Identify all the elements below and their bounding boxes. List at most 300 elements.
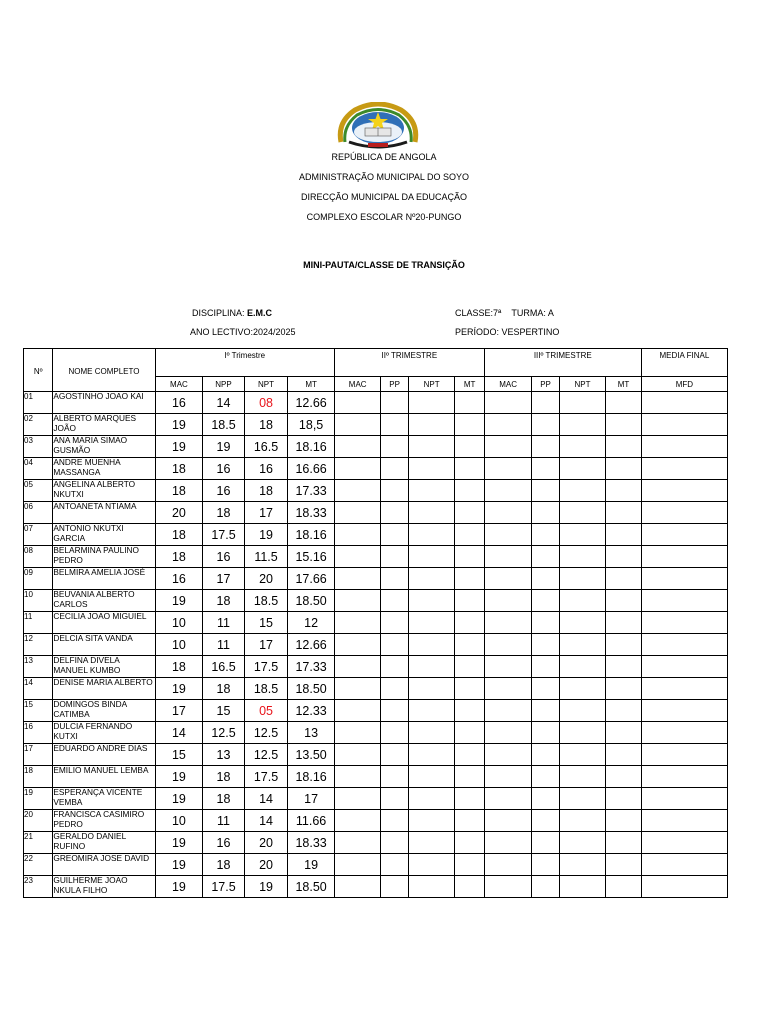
empty-grade-cell bbox=[334, 832, 381, 854]
t1-npp-cell: 19 bbox=[203, 436, 245, 458]
t1-npp-cell: 18 bbox=[203, 766, 245, 788]
empty-grade-cell bbox=[455, 744, 484, 766]
table-row bbox=[24, 876, 728, 898]
period: PERÍODO: VESPERTINO bbox=[455, 327, 560, 337]
table-row bbox=[24, 700, 728, 722]
t1-mt-cell: 13.50 bbox=[288, 744, 335, 766]
turma-text: TURMA: A bbox=[511, 308, 554, 318]
empty-grade-cell bbox=[381, 744, 408, 766]
student-number: 03 bbox=[24, 436, 53, 458]
student-name: ANDRE MUENHA MASSANGA bbox=[53, 458, 155, 480]
empty-grade-cell bbox=[559, 524, 606, 546]
empty-grade-cell bbox=[334, 458, 381, 480]
empty-grade-cell bbox=[559, 854, 606, 876]
empty-grade-cell bbox=[606, 678, 641, 700]
empty-grade-cell bbox=[606, 568, 641, 590]
empty-grade-cell bbox=[606, 436, 641, 458]
empty-grade-cell bbox=[606, 392, 641, 414]
table-row bbox=[24, 788, 728, 810]
student-name: ANTONIO NKUTXI GARCIA bbox=[53, 524, 155, 546]
t3-mt-header: MT bbox=[606, 377, 641, 392]
empty-grade-cell bbox=[641, 458, 727, 480]
empty-grade-cell bbox=[455, 876, 484, 898]
empty-grade-cell bbox=[381, 854, 408, 876]
empty-grade-cell bbox=[381, 414, 408, 436]
empty-grade-cell bbox=[381, 546, 408, 568]
empty-grade-cell bbox=[559, 568, 606, 590]
empty-grade-cell bbox=[334, 678, 381, 700]
empty-grade-cell bbox=[532, 678, 559, 700]
empty-grade-cell bbox=[484, 612, 532, 634]
empty-grade-cell bbox=[559, 678, 606, 700]
empty-grade-cell bbox=[532, 458, 559, 480]
empty-grade-cell bbox=[532, 590, 559, 612]
t1-mac-cell: 19 bbox=[155, 678, 203, 700]
t1-npt-cell: 17 bbox=[244, 502, 288, 524]
empty-grade-cell bbox=[641, 722, 727, 744]
t1-npt-header: NPT bbox=[244, 377, 288, 392]
final-average-header: MEDIA FINAL bbox=[641, 349, 727, 377]
empty-grade-cell bbox=[484, 700, 532, 722]
empty-grade-cell bbox=[484, 656, 532, 678]
t1-mac-cell: 19 bbox=[155, 414, 203, 436]
empty-grade-cell bbox=[455, 854, 484, 876]
student-name: EMILIO MANUEL LEMBA bbox=[53, 766, 155, 788]
empty-grade-cell bbox=[606, 414, 641, 436]
t1-mt-cell: 12.66 bbox=[288, 634, 335, 656]
empty-grade-cell bbox=[408, 810, 455, 832]
student-name: CECILIA JOAO MIGUIEL bbox=[53, 612, 155, 634]
t1-npp-cell: 15 bbox=[203, 700, 245, 722]
table-row bbox=[24, 546, 728, 568]
empty-grade-cell bbox=[455, 634, 484, 656]
t1-mt-cell: 17 bbox=[288, 788, 335, 810]
class-turma-line bbox=[455, 308, 554, 318]
t1-npp-cell: 11 bbox=[203, 634, 245, 656]
student-number: 13 bbox=[24, 656, 53, 678]
empty-grade-cell bbox=[606, 700, 641, 722]
empty-grade-cell bbox=[455, 392, 484, 414]
empty-grade-cell bbox=[334, 656, 381, 678]
table-row bbox=[24, 656, 728, 678]
discipline-line bbox=[192, 308, 272, 318]
empty-grade-cell bbox=[334, 634, 381, 656]
empty-grade-cell bbox=[559, 436, 606, 458]
t1-npp-cell: 11 bbox=[203, 810, 245, 832]
student-number: 17 bbox=[24, 744, 53, 766]
student-name: BELARMINA PAULINO PEDRO bbox=[53, 546, 155, 568]
empty-grade-cell bbox=[334, 502, 381, 524]
empty-grade-cell bbox=[484, 414, 532, 436]
student-number: 10 bbox=[24, 590, 53, 612]
student-name: ALBERTO MARQUES JOÃO bbox=[53, 414, 155, 436]
empty-grade-cell bbox=[381, 700, 408, 722]
empty-grade-cell bbox=[559, 502, 606, 524]
student-number: 15 bbox=[24, 700, 53, 722]
t1-npp-cell: 13 bbox=[203, 744, 245, 766]
empty-grade-cell bbox=[455, 766, 484, 788]
t2-mt-header: MT bbox=[455, 377, 484, 392]
empty-grade-cell bbox=[381, 502, 408, 524]
t1-mac-cell: 16 bbox=[155, 392, 203, 414]
student-name: DENISE MARIA ALBERTO bbox=[53, 678, 155, 700]
empty-grade-cell bbox=[641, 744, 727, 766]
empty-grade-cell bbox=[455, 832, 484, 854]
student-number: 02 bbox=[24, 414, 53, 436]
empty-grade-cell bbox=[641, 678, 727, 700]
student-name: BELMIRA AMELIA JOSÉ bbox=[53, 568, 155, 590]
empty-grade-cell bbox=[408, 744, 455, 766]
t1-mac-cell: 20 bbox=[155, 502, 203, 524]
t1-npt-cell: 08 bbox=[244, 392, 288, 414]
empty-grade-cell bbox=[381, 436, 408, 458]
empty-grade-cell bbox=[641, 568, 727, 590]
table-row bbox=[24, 810, 728, 832]
table-row bbox=[24, 480, 728, 502]
t1-npt-cell: 18 bbox=[244, 414, 288, 436]
empty-grade-cell bbox=[606, 766, 641, 788]
empty-grade-cell bbox=[334, 810, 381, 832]
t1-mt-cell: 18.50 bbox=[288, 678, 335, 700]
student-name: AGOSTINHO JOAO KAI bbox=[53, 392, 155, 414]
empty-grade-cell bbox=[334, 744, 381, 766]
t1-mt-header: MT bbox=[288, 377, 335, 392]
student-name: ANA MARIA SIMAO GUSMÃO bbox=[53, 436, 155, 458]
empty-grade-cell bbox=[606, 458, 641, 480]
empty-grade-cell bbox=[484, 722, 532, 744]
t1-mt-cell: 12 bbox=[288, 612, 335, 634]
empty-grade-cell bbox=[606, 502, 641, 524]
table-row bbox=[24, 678, 728, 700]
empty-grade-cell bbox=[606, 788, 641, 810]
empty-grade-cell bbox=[641, 854, 727, 876]
empty-grade-cell bbox=[408, 458, 455, 480]
empty-grade-cell bbox=[455, 546, 484, 568]
t1-npp-cell: 17 bbox=[203, 568, 245, 590]
t1-npt-cell: 14 bbox=[244, 810, 288, 832]
empty-grade-cell bbox=[408, 436, 455, 458]
empty-grade-cell bbox=[559, 414, 606, 436]
student-name: GREOMIRA JOSE DAVID bbox=[53, 854, 155, 876]
empty-grade-cell bbox=[484, 766, 532, 788]
empty-grade-cell bbox=[559, 546, 606, 568]
empty-grade-cell bbox=[455, 656, 484, 678]
col-name-header: NOME COMPLETO bbox=[53, 349, 155, 392]
table-row bbox=[24, 590, 728, 612]
student-name: DOMINGOS BINDA CATIMBA bbox=[53, 700, 155, 722]
empty-grade-cell bbox=[532, 436, 559, 458]
table-row bbox=[24, 766, 728, 788]
t1-npp-cell: 16 bbox=[203, 832, 245, 854]
t1-npp-cell: 16 bbox=[203, 546, 245, 568]
student-number: 18 bbox=[24, 766, 53, 788]
t1-mac-cell: 18 bbox=[155, 458, 203, 480]
empty-grade-cell bbox=[606, 722, 641, 744]
empty-grade-cell bbox=[484, 854, 532, 876]
t1-npp-cell: 17.5 bbox=[203, 524, 245, 546]
table-row bbox=[24, 744, 728, 766]
school-year: ANO LECTIVO:2024/2025 bbox=[190, 327, 296, 337]
empty-grade-cell bbox=[381, 722, 408, 744]
empty-grade-cell bbox=[381, 656, 408, 678]
empty-grade-cell bbox=[532, 832, 559, 854]
empty-grade-cell bbox=[641, 502, 727, 524]
table-row bbox=[24, 458, 728, 480]
t1-mt-cell: 18.16 bbox=[288, 766, 335, 788]
t1-npp-cell: 18 bbox=[203, 854, 245, 876]
empty-grade-cell bbox=[334, 480, 381, 502]
t1-mac-cell: 19 bbox=[155, 766, 203, 788]
empty-grade-cell bbox=[559, 700, 606, 722]
empty-grade-cell bbox=[455, 524, 484, 546]
t3-pp-header: PP bbox=[532, 377, 559, 392]
empty-grade-cell bbox=[381, 612, 408, 634]
t2-mac-header: MAC bbox=[334, 377, 381, 392]
empty-grade-cell bbox=[532, 788, 559, 810]
student-number: 14 bbox=[24, 678, 53, 700]
t1-mac-cell: 19 bbox=[155, 876, 203, 898]
empty-grade-cell bbox=[559, 392, 606, 414]
empty-grade-cell bbox=[559, 634, 606, 656]
t1-mt-cell: 12.33 bbox=[288, 700, 335, 722]
t1-npt-cell: 18 bbox=[244, 480, 288, 502]
empty-grade-cell bbox=[381, 590, 408, 612]
empty-grade-cell bbox=[484, 678, 532, 700]
student-number: 08 bbox=[24, 546, 53, 568]
empty-grade-cell bbox=[455, 436, 484, 458]
table-row bbox=[24, 634, 728, 656]
republic-line: REPÚBLICA DE ANGOLA bbox=[331, 152, 437, 162]
t1-mt-cell: 17.66 bbox=[288, 568, 335, 590]
empty-grade-cell bbox=[334, 392, 381, 414]
t1-mac-cell: 19 bbox=[155, 590, 203, 612]
table-row bbox=[24, 436, 728, 458]
empty-grade-cell bbox=[532, 546, 559, 568]
t1-npt-cell: 19 bbox=[244, 876, 288, 898]
empty-grade-cell bbox=[559, 744, 606, 766]
empty-grade-cell bbox=[484, 436, 532, 458]
empty-grade-cell bbox=[455, 612, 484, 634]
empty-grade-cell bbox=[408, 700, 455, 722]
empty-grade-cell bbox=[381, 480, 408, 502]
empty-grade-cell bbox=[455, 722, 484, 744]
t1-mt-cell: 15.16 bbox=[288, 546, 335, 568]
t1-mac-cell: 16 bbox=[155, 568, 203, 590]
t1-npt-cell: 15 bbox=[244, 612, 288, 634]
table-row bbox=[24, 392, 728, 414]
t1-npp-cell: 17.5 bbox=[203, 876, 245, 898]
student-number: 12 bbox=[24, 634, 53, 656]
empty-grade-cell bbox=[641, 524, 727, 546]
empty-grade-cell bbox=[606, 524, 641, 546]
empty-grade-cell bbox=[455, 700, 484, 722]
empty-grade-cell bbox=[484, 634, 532, 656]
student-number: 09 bbox=[24, 568, 53, 590]
student-number: 06 bbox=[24, 502, 53, 524]
student-name: DELCIA SITA VANDA bbox=[53, 634, 155, 656]
empty-grade-cell bbox=[532, 612, 559, 634]
empty-grade-cell bbox=[334, 546, 381, 568]
t1-mt-cell: 18.16 bbox=[288, 524, 335, 546]
student-number: 16 bbox=[24, 722, 53, 744]
empty-grade-cell bbox=[334, 612, 381, 634]
empty-grade-cell bbox=[381, 810, 408, 832]
empty-grade-cell bbox=[381, 832, 408, 854]
t1-npp-cell: 18 bbox=[203, 788, 245, 810]
t1-npp-cell: 16.5 bbox=[203, 656, 245, 678]
empty-grade-cell bbox=[484, 524, 532, 546]
angola-coat-of-arms-icon bbox=[335, 102, 421, 150]
table-row bbox=[24, 502, 728, 524]
empty-grade-cell bbox=[641, 634, 727, 656]
empty-grade-cell bbox=[606, 546, 641, 568]
empty-grade-cell bbox=[334, 766, 381, 788]
empty-grade-cell bbox=[484, 590, 532, 612]
empty-grade-cell bbox=[455, 810, 484, 832]
school-line: COMPLEXO ESCOLAR Nº20-PUNGO bbox=[306, 212, 462, 222]
empty-grade-cell bbox=[408, 590, 455, 612]
direction-line: DIRECÇÃO MUNICIPAL DA EDUCAÇÃO bbox=[300, 192, 468, 202]
mfd-header: MFD bbox=[641, 377, 727, 392]
t1-mac-cell: 18 bbox=[155, 524, 203, 546]
t1-mt-cell: 12.66 bbox=[288, 392, 335, 414]
empty-grade-cell bbox=[484, 480, 532, 502]
empty-grade-cell bbox=[484, 502, 532, 524]
empty-grade-cell bbox=[559, 766, 606, 788]
student-name: GERALDO DANIEL RUFINO bbox=[53, 832, 155, 854]
empty-grade-cell bbox=[334, 854, 381, 876]
student-name: ESPERANÇA VICENTE VEMBA bbox=[53, 788, 155, 810]
empty-grade-cell bbox=[641, 656, 727, 678]
empty-grade-cell bbox=[559, 876, 606, 898]
grades-table bbox=[23, 348, 728, 898]
student-name: EDUARDO ANDRE DIAS bbox=[53, 744, 155, 766]
empty-grade-cell bbox=[381, 458, 408, 480]
empty-grade-cell bbox=[408, 656, 455, 678]
empty-grade-cell bbox=[381, 568, 408, 590]
empty-grade-cell bbox=[559, 788, 606, 810]
t1-npt-cell: 20 bbox=[244, 832, 288, 854]
empty-grade-cell bbox=[532, 524, 559, 546]
empty-grade-cell bbox=[334, 436, 381, 458]
empty-grade-cell bbox=[641, 832, 727, 854]
t1-npp-header: NPP bbox=[203, 377, 245, 392]
empty-grade-cell bbox=[334, 568, 381, 590]
empty-grade-cell bbox=[334, 700, 381, 722]
empty-grade-cell bbox=[641, 788, 727, 810]
empty-grade-cell bbox=[559, 612, 606, 634]
empty-grade-cell bbox=[408, 568, 455, 590]
empty-grade-cell bbox=[381, 524, 408, 546]
t1-npt-cell: 18.5 bbox=[244, 590, 288, 612]
trimester-3-header: IIIº TRIMESTRE bbox=[484, 349, 641, 377]
empty-grade-cell bbox=[381, 788, 408, 810]
empty-grade-cell bbox=[641, 876, 727, 898]
table-row bbox=[24, 612, 728, 634]
student-name: ANTOANETA NTIAMA bbox=[53, 502, 155, 524]
empty-grade-cell bbox=[559, 832, 606, 854]
t1-npp-cell: 11 bbox=[203, 612, 245, 634]
empty-grade-cell bbox=[381, 392, 408, 414]
empty-grade-cell bbox=[641, 546, 727, 568]
table-row bbox=[24, 854, 728, 876]
empty-grade-cell bbox=[532, 722, 559, 744]
administration-line: ADMINISTRAÇÃO MUNICIPAL DO SOYO bbox=[298, 172, 470, 182]
empty-grade-cell bbox=[408, 524, 455, 546]
t1-npp-cell: 16 bbox=[203, 480, 245, 502]
t1-mt-cell: 18.33 bbox=[288, 832, 335, 854]
t1-mac-cell: 19 bbox=[155, 788, 203, 810]
t1-npt-cell: 11.5 bbox=[244, 546, 288, 568]
empty-grade-cell bbox=[484, 810, 532, 832]
t1-mt-cell: 17.33 bbox=[288, 480, 335, 502]
student-number: 22 bbox=[24, 854, 53, 876]
t1-mac-cell: 14 bbox=[155, 722, 203, 744]
student-number: 01 bbox=[24, 392, 53, 414]
trimester-1-header: Iº Trimestre bbox=[155, 349, 334, 377]
empty-grade-cell bbox=[532, 744, 559, 766]
t1-npt-cell: 20 bbox=[244, 854, 288, 876]
empty-grade-cell bbox=[559, 590, 606, 612]
empty-grade-cell bbox=[484, 832, 532, 854]
empty-grade-cell bbox=[455, 678, 484, 700]
empty-grade-cell bbox=[455, 480, 484, 502]
t1-mac-cell: 19 bbox=[155, 832, 203, 854]
t1-mac-cell: 18 bbox=[155, 480, 203, 502]
student-number: 20 bbox=[24, 810, 53, 832]
t3-mac-header: MAC bbox=[484, 377, 532, 392]
empty-grade-cell bbox=[381, 766, 408, 788]
empty-grade-cell bbox=[532, 502, 559, 524]
empty-grade-cell bbox=[455, 414, 484, 436]
empty-grade-cell bbox=[532, 656, 559, 678]
t1-npp-cell: 12.5 bbox=[203, 722, 245, 744]
t1-mac-cell: 17 bbox=[155, 700, 203, 722]
t2-pp-header: PP bbox=[381, 377, 408, 392]
empty-grade-cell bbox=[606, 832, 641, 854]
empty-grade-cell bbox=[408, 392, 455, 414]
empty-grade-cell bbox=[606, 854, 641, 876]
trimester-2-header: IIº TRIMESTRE bbox=[334, 349, 484, 377]
discipline-value: E.M.C bbox=[247, 308, 273, 318]
empty-grade-cell bbox=[334, 590, 381, 612]
table-row bbox=[24, 568, 728, 590]
t1-npt-cell: 17.5 bbox=[244, 656, 288, 678]
t1-mt-cell: 13 bbox=[288, 722, 335, 744]
t1-npp-cell: 18.5 bbox=[203, 414, 245, 436]
empty-grade-cell bbox=[408, 876, 455, 898]
t1-mac-cell: 19 bbox=[155, 436, 203, 458]
empty-grade-cell bbox=[606, 612, 641, 634]
t1-mac-cell: 10 bbox=[155, 634, 203, 656]
t1-npp-cell: 18 bbox=[203, 590, 245, 612]
t1-npt-cell: 17 bbox=[244, 634, 288, 656]
empty-grade-cell bbox=[532, 392, 559, 414]
discipline-label: DISCIPLINA: bbox=[192, 308, 248, 318]
empty-grade-cell bbox=[641, 590, 727, 612]
empty-grade-cell bbox=[484, 744, 532, 766]
empty-grade-cell bbox=[641, 810, 727, 832]
student-number: 07 bbox=[24, 524, 53, 546]
empty-grade-cell bbox=[532, 854, 559, 876]
t1-mt-cell: 11.66 bbox=[288, 810, 335, 832]
empty-grade-cell bbox=[455, 458, 484, 480]
class-text: CLASSE:7ª bbox=[455, 308, 502, 318]
t1-npt-cell: 12.5 bbox=[244, 722, 288, 744]
empty-grade-cell bbox=[532, 810, 559, 832]
t1-npp-cell: 16 bbox=[203, 458, 245, 480]
empty-grade-cell bbox=[381, 678, 408, 700]
